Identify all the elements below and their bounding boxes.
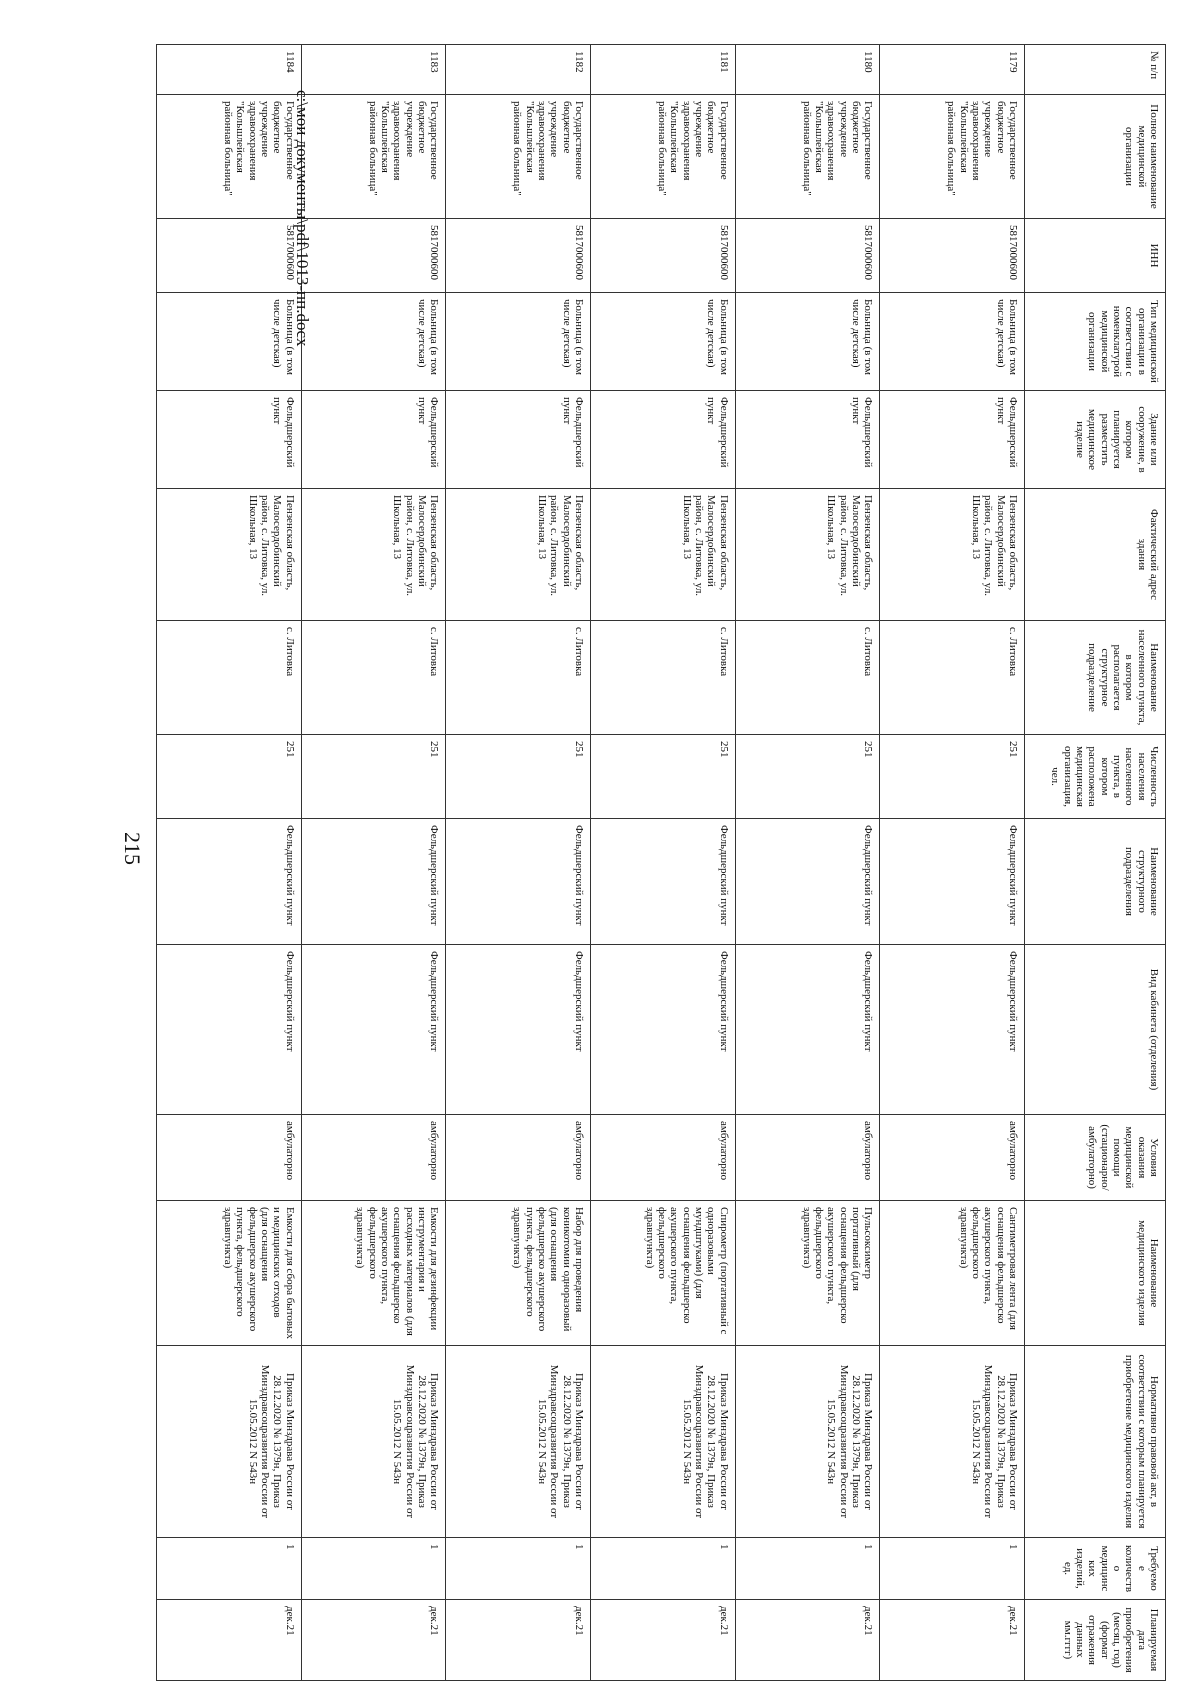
header-org: Полное наименование медицинской организации — [1025, 95, 1166, 219]
cell-locality: с. Литовка — [446, 621, 591, 735]
cell-quantity: 1 — [446, 1538, 591, 1600]
table-row — [157, 45, 302, 1681]
cell-device: Сантиметровая лента (для оснащения фельдшерско акушерского пункта, фельдшерского здравпункта) — [880, 1201, 1025, 1346]
cell-type: Больница (в том числе детская) — [880, 293, 1025, 391]
cell-locality: с. Литовка — [880, 621, 1025, 735]
cell-population: 251 — [446, 735, 591, 819]
header-type: Тип медицинской организации в соответствии с номенклатурой медицинской организации — [1025, 293, 1166, 391]
header-locality: Наименование населенного пункта, в котором располагается структурное подразделение — [1025, 621, 1166, 735]
cell-cabinet: Фельдшерский пункт — [735, 945, 880, 1115]
table-row — [880, 45, 1025, 1681]
header-num: № п/п — [1025, 45, 1166, 95]
cell-cabinet: Фельдшерский пункт — [446, 945, 591, 1115]
cell-conditions: амбулаторно — [446, 1115, 591, 1201]
cell-cabinet: Фельдшерский пункт — [301, 945, 446, 1115]
cell-building: Фельдшерский пункт — [591, 391, 736, 489]
cell-cabinet: Фельдшерский пункт — [880, 945, 1025, 1115]
header-date: Планируемая дата приобретения (месяц, год) (формат отражения данных мм.гггг) — [1025, 1600, 1166, 1681]
cell-type: Больница (в том числе детская) — [735, 293, 880, 391]
cell-address: Пензенская область, Малосердобинский район, с. Литовка, ул. Школьная, 13 — [880, 489, 1025, 621]
cell-device: Пульсоксиметр портативный (для оснащения фельдшерско акушерского пункта, фельдшерского здравпункта) — [735, 1201, 880, 1346]
cell-date: дек.21 — [735, 1600, 880, 1681]
table-row — [735, 45, 880, 1681]
header-address: Фактический адрес здания — [1025, 489, 1166, 621]
cell-subdivision: Фельдшерский пункт — [446, 819, 591, 945]
page-number: 215 — [120, 832, 145, 865]
cell-act: Приказ Минздрава России от 28.12.2020 № 1379н, Приказ Минздравсоцразвития России от 15.05.2012 N 543н — [735, 1346, 880, 1538]
cell-address: Пензенская область, Малосердобинский район, с. Литовка, ул. Школьная, 13 — [735, 489, 880, 621]
header-quantity: Требуемое количество медицинских изделий, ед. — [1025, 1538, 1166, 1600]
cell-conditions: амбулаторно — [591, 1115, 736, 1201]
cell-org: Государственное бюджетное учреждение здравоохранения "Кольшлейская районная больница" — [591, 95, 736, 219]
cell-act: Приказ Минздрава России от 28.12.2020 № 1379н, Приказ Минздравсоцразвития России от 15.05.2012 N 543н — [880, 1346, 1025, 1538]
cell-act: Приказ Минздрава России от 28.12.2020 № 1379н, Приказ Минздравсоцразвития России от 15.05.2012 N 543н — [157, 1346, 302, 1538]
cell-date: дек.21 — [880, 1600, 1025, 1681]
cell-quantity: 1 — [157, 1538, 302, 1600]
cell-population: 251 — [301, 735, 446, 819]
cell-device: Спирометр (портативный с одноразовыми мундштуками) (для оснащения фельдшерско акушерского пункта, фельдшерского здравпункта) — [591, 1201, 736, 1346]
cell-device: Набор для проведения коникотомии одноразовый (для оснащения фельдшерско акушерского пункта, фельдшерского здравпункта) — [446, 1201, 591, 1346]
cell-quantity: 1 — [591, 1538, 736, 1600]
cell-date: дек.21 — [157, 1600, 302, 1681]
cell-inn: 5817000600 — [735, 219, 880, 293]
cell-locality: с. Литовка — [157, 621, 302, 735]
cell-device: Емкости для сбора бытовых и медицинских отходов (для оснащения фельдшерско акушерского пункта, фельдшерского здравпункта) — [157, 1201, 302, 1346]
header-population: Численность населения населенного пункта, в котором расположена медицинская организация, чел. — [1025, 735, 1166, 819]
header-cabinet: Вид кабинета (отделения) — [1025, 945, 1166, 1115]
cell-type: Больница (в том числе детская) — [446, 293, 591, 391]
cell-population: 251 — [880, 735, 1025, 819]
cell-type: Больница (в том числе детская) — [157, 293, 302, 391]
cell-org: Государственное бюджетное учреждение здравоохранения "Кольшлейская районная больница" — [446, 95, 591, 219]
cell-population: 251 — [735, 735, 880, 819]
header-act: Нормативно правовой акт, в соответствии с которым планируется приобретение медицинского изделия — [1025, 1346, 1166, 1538]
cell-inn: 5817000600 — [157, 219, 302, 293]
cell-building: Фельдшерский пункт — [157, 391, 302, 489]
cell-cabinet: Фельдшерский пункт — [157, 945, 302, 1115]
cell-quantity: 1 — [880, 1538, 1025, 1600]
cell-num: 1182 — [446, 45, 591, 95]
cell-org: Государственное бюджетное учреждение здравоохранения "Кольшлейская районная больница" — [157, 95, 302, 219]
cell-inn: 5817000600 — [301, 219, 446, 293]
cell-conditions: амбулаторно — [735, 1115, 880, 1201]
header-device: Наименование медицинского изделия — [1025, 1201, 1166, 1346]
cell-num: 1180 — [735, 45, 880, 95]
cell-date: дек.21 — [446, 1600, 591, 1681]
cell-org: Государственное бюджетное учреждение здравоохранения "Кольшлейская районная больница" — [301, 95, 446, 219]
cell-quantity: 1 — [301, 1538, 446, 1600]
header-inn: ИНН — [1025, 219, 1166, 293]
cell-type: Больница (в том числе детская) — [591, 293, 736, 391]
cell-locality: с. Литовка — [735, 621, 880, 735]
table-row — [591, 45, 736, 1681]
cell-act: Приказ Минздрава России от 28.12.2020 № 1379н, Приказ Минздравсоцразвития России от 15.05.2012 N 543н — [301, 1346, 446, 1538]
cell-conditions: амбулаторно — [157, 1115, 302, 1201]
cell-inn: 5817000600 — [880, 219, 1025, 293]
cell-locality: с. Литовка — [591, 621, 736, 735]
cell-conditions: амбулаторно — [880, 1115, 1025, 1201]
cell-type: Больница (в том числе детская) — [301, 293, 446, 391]
cell-building: Фельдшерский пункт — [735, 391, 880, 489]
header-subdivision: Наименование структурного подразделения — [1025, 819, 1166, 945]
cell-org: Государственное бюджетное учреждение здравоохранения "Кольшлейская районная больница" — [735, 95, 880, 219]
cell-date: дек.21 — [591, 1600, 736, 1681]
cell-address: Пензенская область, Малосердобинский район, с. Литовка, ул. Школьная, 13 — [157, 489, 302, 621]
cell-subdivision: Фельдшерский пункт — [157, 819, 302, 945]
cell-num: 1184 — [157, 45, 302, 95]
cell-num: 1183 — [301, 45, 446, 95]
cell-num: 1181 — [591, 45, 736, 95]
cell-subdivision: Фельдшерский пункт — [735, 819, 880, 945]
cell-building: Фельдшерский пункт — [880, 391, 1025, 489]
cell-inn: 5817000600 — [446, 219, 591, 293]
cell-locality: с. Литовка — [301, 621, 446, 735]
cell-device: Емкости для дезинфекции инструментария и расходных материалов (для оснащения фельдшерско акушерского пункта, фельдшерского здравпункта) — [301, 1201, 446, 1346]
table-header-row — [1025, 45, 1166, 1681]
cell-date: дек.21 — [301, 1600, 446, 1681]
header-conditions: Условия оказания медицинской помощи (стационарно/амбулаторно) — [1025, 1115, 1166, 1201]
cell-population: 251 — [591, 735, 736, 819]
table-row — [446, 45, 591, 1681]
cell-org: Государственное бюджетное учреждение здравоохранения "Кольшлейская районная больница" — [880, 95, 1025, 219]
cell-act: Приказ Минздрава России от 28.12.2020 № 1379н, Приказ Минздравсоцразвития России от 15.05.2012 N 543н — [591, 1346, 736, 1538]
cell-population: 251 — [157, 735, 302, 819]
cell-building: Фельдшерский пункт — [446, 391, 591, 489]
cell-subdivision: Фельдшерский пункт — [591, 819, 736, 945]
cell-building: Фельдшерский пункт — [301, 391, 446, 489]
cell-cabinet: Фельдшерский пункт — [591, 945, 736, 1115]
cell-num: 1179 — [880, 45, 1025, 95]
cell-address: Пензенская область, Малосердобинский район, с. Литовка, ул. Школьная, 13 — [301, 489, 446, 621]
cell-subdivision: Фельдшерский пункт — [880, 819, 1025, 945]
cell-quantity: 1 — [735, 1538, 880, 1600]
cell-address: Пензенская область, Малосердобинский район, с. Литовка, ул. Школьная, 13 — [591, 489, 736, 621]
cell-subdivision: Фельдшерский пункт — [301, 819, 446, 945]
cell-inn: 5817000600 — [591, 219, 736, 293]
cell-conditions: амбулаторно — [301, 1115, 446, 1201]
header-building: Здание или сооружение, в котором планируется разместить медицинское изделие — [1025, 391, 1166, 489]
cell-address: Пензенская область, Малосердобинский район, с. Литовка, ул. Школьная, 13 — [446, 489, 591, 621]
footer-file-path: c:\мои документы\pdf\1013-пп.docx — [293, 90, 312, 347]
cell-act: Приказ Минздрава России от 28.12.2020 № 1379н, Приказ Минздравсоцразвития России от 15.05.2012 N 543н — [446, 1346, 591, 1538]
table-row — [301, 45, 446, 1681]
